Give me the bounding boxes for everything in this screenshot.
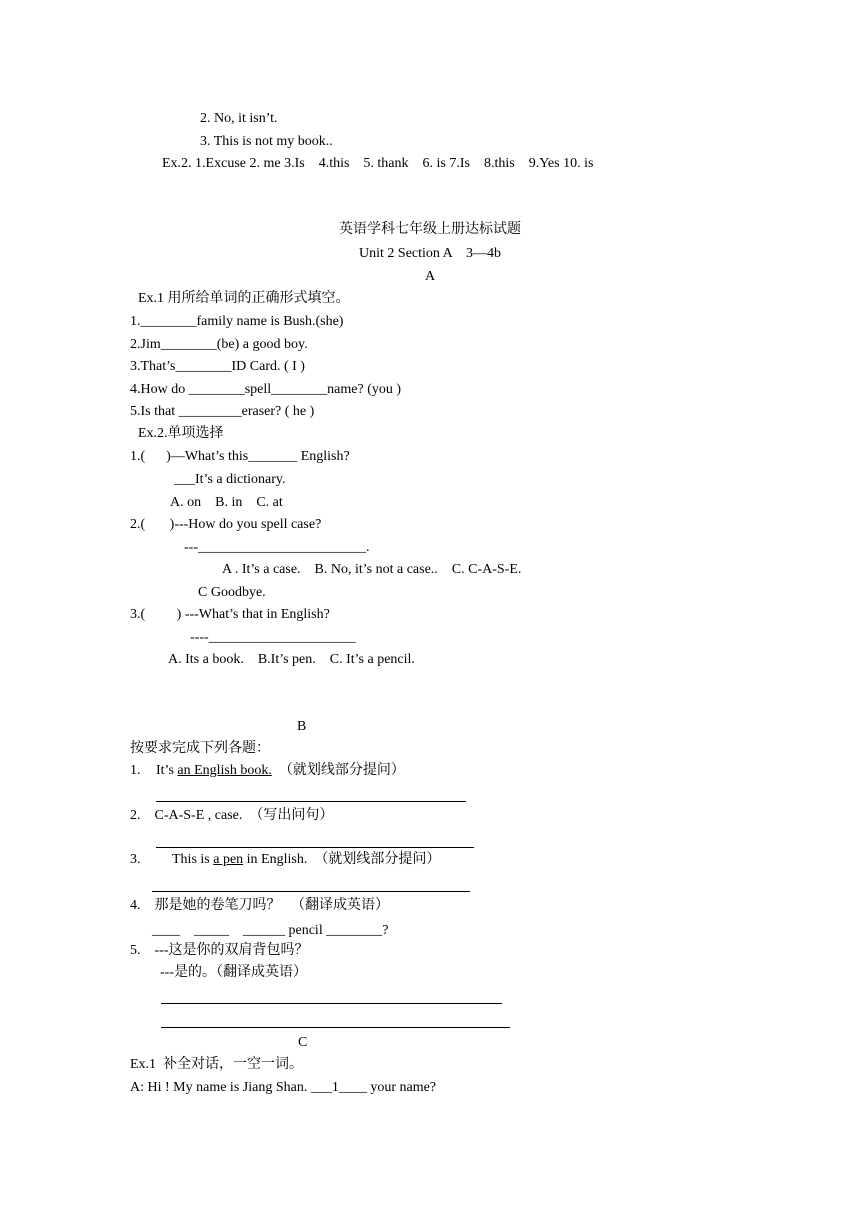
task-text: It’s xyxy=(156,763,178,778)
task-item xyxy=(156,762,405,780)
question-response: ---________________________. xyxy=(184,540,370,555)
task-item xyxy=(130,851,141,869)
task-item: ---是的。（翻译成英语） xyxy=(160,965,307,980)
underlined-phrase: a pen xyxy=(213,852,244,867)
question-options: C Goodbye. xyxy=(198,585,266,600)
item-number: 1. xyxy=(130,763,141,778)
task-text: This is xyxy=(172,852,214,867)
page-title: 英语学科七年级上册达标试题 xyxy=(339,222,521,237)
task-item: 4. 那是她的卷笔刀吗？ （翻译成英语） xyxy=(130,898,389,913)
section-label: C xyxy=(298,1035,308,1050)
answer-line: Ex.2. 1.Excuse 2. me 3.Is 4.this 5. thank 6. is 7.Is 8.this 9.Yes 10. is xyxy=(162,156,594,171)
question: 5.Is that _________eraser? ( he ) xyxy=(130,404,315,419)
question-options: A. Its a book. B.It’s pen. C. It’s a pencil. xyxy=(168,652,415,667)
task-item: 5. ---这是你的双肩背包吗？ xyxy=(130,943,309,958)
answer-line: 2. No, it isn’t. xyxy=(200,111,278,126)
question: 3.That’s________ID Card. ( I ) xyxy=(130,359,305,374)
question: 3.( ) ---What’s that in English? xyxy=(130,607,330,622)
task-item: 2. C-A-S-E , case. （写出问句） xyxy=(130,808,334,823)
answer-line: 3. This is not my book.. xyxy=(200,134,333,149)
item-number: 3. xyxy=(130,852,141,867)
question-options: A . It’s a case. B. No, it’s not a case.. C. C-A-S-E. xyxy=(222,562,522,577)
answer-line xyxy=(161,1027,510,1028)
page-subtitle: Unit 2 Section A 3—4b xyxy=(359,246,501,261)
question-response: ___It’s a dictionary. xyxy=(174,472,286,487)
fill-in-blanks: ____ _____ ______ pencil ________? xyxy=(152,923,389,938)
task-instruction: in English. （就划线部分提问） xyxy=(243,852,441,867)
answer-line xyxy=(152,891,470,892)
question: 1.________family name is Bush.(she) xyxy=(130,314,344,329)
underlined-phrase: an English book. xyxy=(177,763,272,778)
question: 4.How do ________spell________name? (you ) xyxy=(130,382,402,397)
section-label: B xyxy=(297,719,307,734)
question-response: ----_____________________ xyxy=(190,630,356,645)
task-instruction: （就划线部分提问） xyxy=(271,763,405,778)
section-label: A xyxy=(424,269,436,284)
dialogue-line: A: Hi ! My name is Jiang Shan. ___1____ your name? xyxy=(130,1080,437,1095)
exercise-title: Ex.1 用所给单词的正确形式填空。 xyxy=(138,291,350,306)
question: 2.Jim________(be) a good boy. xyxy=(130,337,308,352)
exercise-title: Ex.2.单项选择 xyxy=(138,426,224,441)
task-item xyxy=(130,762,141,780)
task-item xyxy=(172,851,440,869)
question: 1.( )—What’s this_______ English? xyxy=(130,449,350,464)
question-options: A. on B. in C. at xyxy=(170,495,283,510)
answer-line xyxy=(161,1003,502,1004)
question: 2.( )---How do you spell case? xyxy=(130,517,322,532)
exercise-title: Ex.1 补全对话，一空一词。 xyxy=(130,1057,304,1072)
answer-line xyxy=(156,847,474,848)
instruction: 按要求完成下列各题： xyxy=(130,741,270,756)
answer-line xyxy=(156,801,466,802)
